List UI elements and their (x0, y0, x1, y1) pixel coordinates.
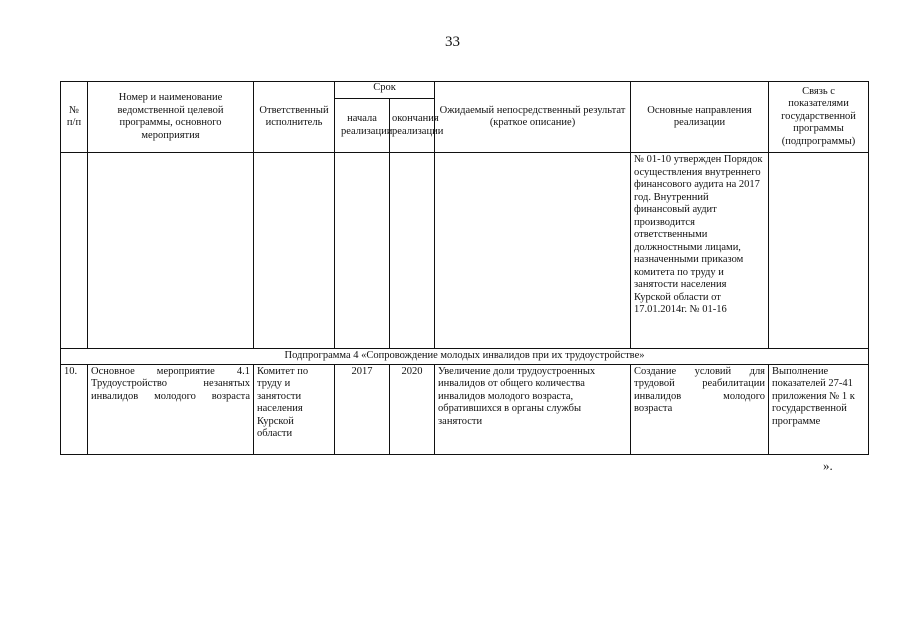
row10-directions: Создание условий для трудовой реабилитации инвалидов молодого возраста (631, 364, 769, 454)
cont-link (769, 153, 869, 349)
subprogram-row (61, 349, 869, 365)
cont-start (335, 153, 390, 349)
program-table (60, 81, 869, 455)
header-name: Номер и наименование ведомственной целевой программы, основного мероприятия (88, 82, 254, 153)
cont-executor (254, 153, 335, 349)
row10-name: Основное мероприятие 4.1 Трудоустройство незанятых инвалидов молодого возраста (88, 364, 254, 454)
header-term: Срок (335, 82, 435, 99)
row10-end: 2020 (390, 364, 435, 454)
subprogram-title: Подпрограмма 4 «Сопровождение молодых инвалидов при их трудоустройстве» (61, 349, 869, 365)
cont-name (88, 153, 254, 349)
header-link: Связь с показателями государственной программы (подпрограммы) (769, 82, 869, 153)
continuation-row (61, 153, 869, 349)
table-row (61, 364, 869, 454)
closing-quote-mark: ». (823, 458, 833, 473)
page-number: 33 (445, 34, 460, 50)
row10-start: 2017 (335, 364, 390, 454)
row10-link: Выполнение показателей 27-41 приложения № 1 к государственной программе (769, 364, 869, 454)
header-executor: Ответственный исполнитель (254, 82, 335, 153)
header-end: окончания реализации (390, 99, 435, 153)
header-num: № п/п (61, 82, 88, 153)
cont-num (61, 153, 88, 349)
row10-num: 10. (61, 364, 88, 454)
cont-end (390, 153, 435, 349)
cont-directions: № 01-10 утвержден Порядок осуществления внутреннего финансового аудита на 2017 год. Внутренний финансовый аудит производится ответственными должностными лицами, назначенными приказом комитета по труду и занятости населения Курской области от 17.01.2014г. № 01-16 (631, 153, 769, 349)
row10-result: Увеличение доли трудоустроенных инвалидов от общего количества инвалидов молодого возраста, обратившихся в органы службы занятости (435, 364, 631, 454)
header-row-1 (61, 82, 869, 99)
cont-result (435, 153, 631, 349)
header-start: начала реализации (335, 99, 390, 153)
header-directions: Основные направления реализации (631, 82, 769, 153)
row10-executor: Комитет по труду и занятости населения Курской области (254, 364, 335, 454)
header-result: Ожидаемый непосредственный результат (краткое описание) (435, 82, 631, 153)
